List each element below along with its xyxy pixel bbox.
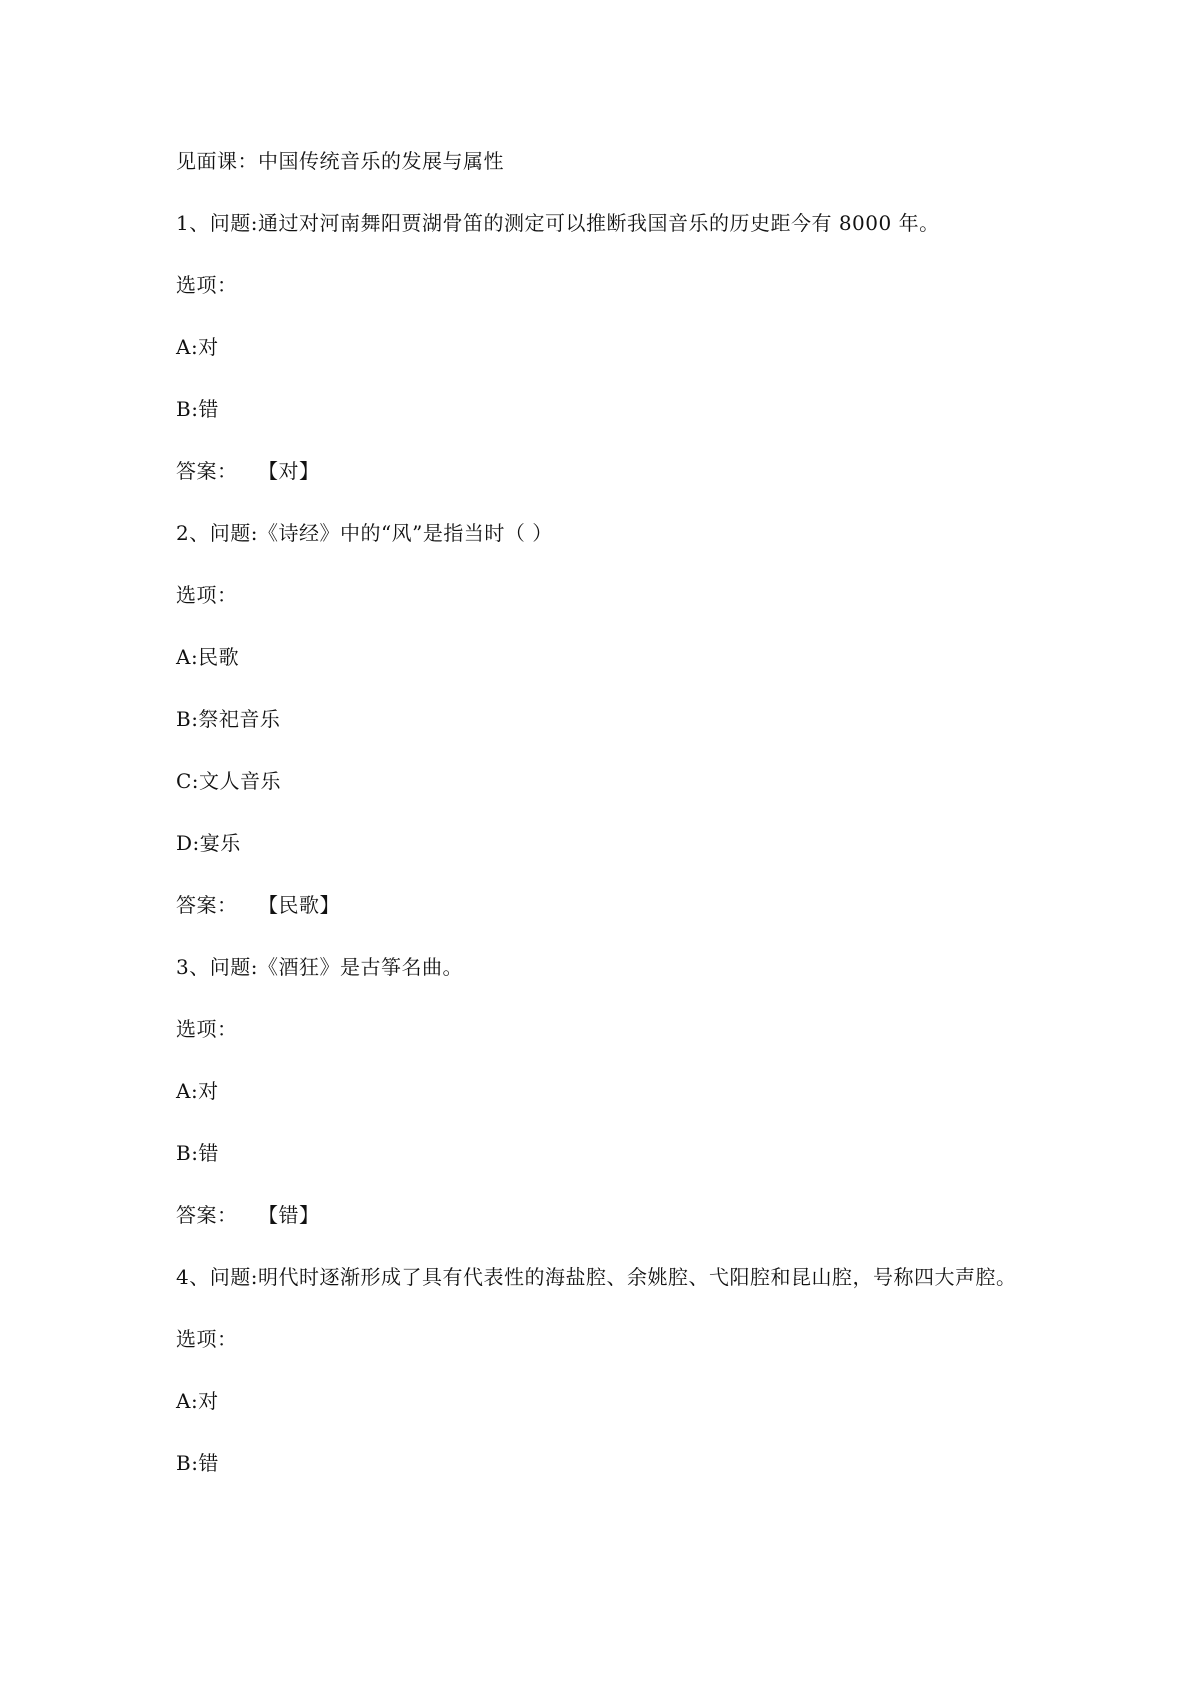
question-2-option-a: A:民歌 [176,645,240,669]
question-3-text: 3、问题:《酒狂》是古筝名曲。 [176,955,463,979]
question-3-answer [176,1202,320,1228]
question-2-text: 2、问题:《诗经》中的“风”是指当时（ ） [176,521,553,545]
answer-label: 答案： [176,893,238,917]
page-title: 见面课：中国传统音乐的发展与属性 [176,149,504,173]
question-4-options-label: 选项： [176,1327,238,1351]
question-3-options-label: 选项： [176,1017,238,1041]
answer-value: 【对】 [258,459,320,483]
question-4-option-b: B:错 [176,1451,219,1475]
question-1-answer [176,458,320,484]
question-3-option-a: A:对 [176,1079,219,1103]
answer-label: 答案： [176,1203,238,1227]
answer-value: 【错】 [258,1203,320,1227]
question-4-option-a: A:对 [176,1389,219,1413]
question-1-text: 1、问题:通过对河南舞阳贾湖骨笛的测定可以推断我国音乐的历史距今有 8000 年。 [176,211,940,235]
question-1-option-b: B:错 [176,397,219,421]
question-2-answer [176,892,340,918]
question-2-options-label: 选项： [176,583,238,607]
question-4-text: 4、问题:明代时逐渐形成了具有代表性的海盐腔、余姚腔、弋阳腔和昆山腔，号称四大声腔。 [176,1265,1017,1289]
question-3-option-b: B:错 [176,1141,219,1165]
question-2-option-d: D:宴乐 [176,831,241,855]
question-1-option-a: A:对 [176,335,219,359]
answer-label: 答案： [176,459,238,483]
question-2-option-c: C:文人音乐 [176,769,282,793]
answer-value: 【民歌】 [258,893,340,917]
question-1-options-label: 选项： [176,273,238,297]
question-2-option-b: B:祭祀音乐 [176,707,281,731]
